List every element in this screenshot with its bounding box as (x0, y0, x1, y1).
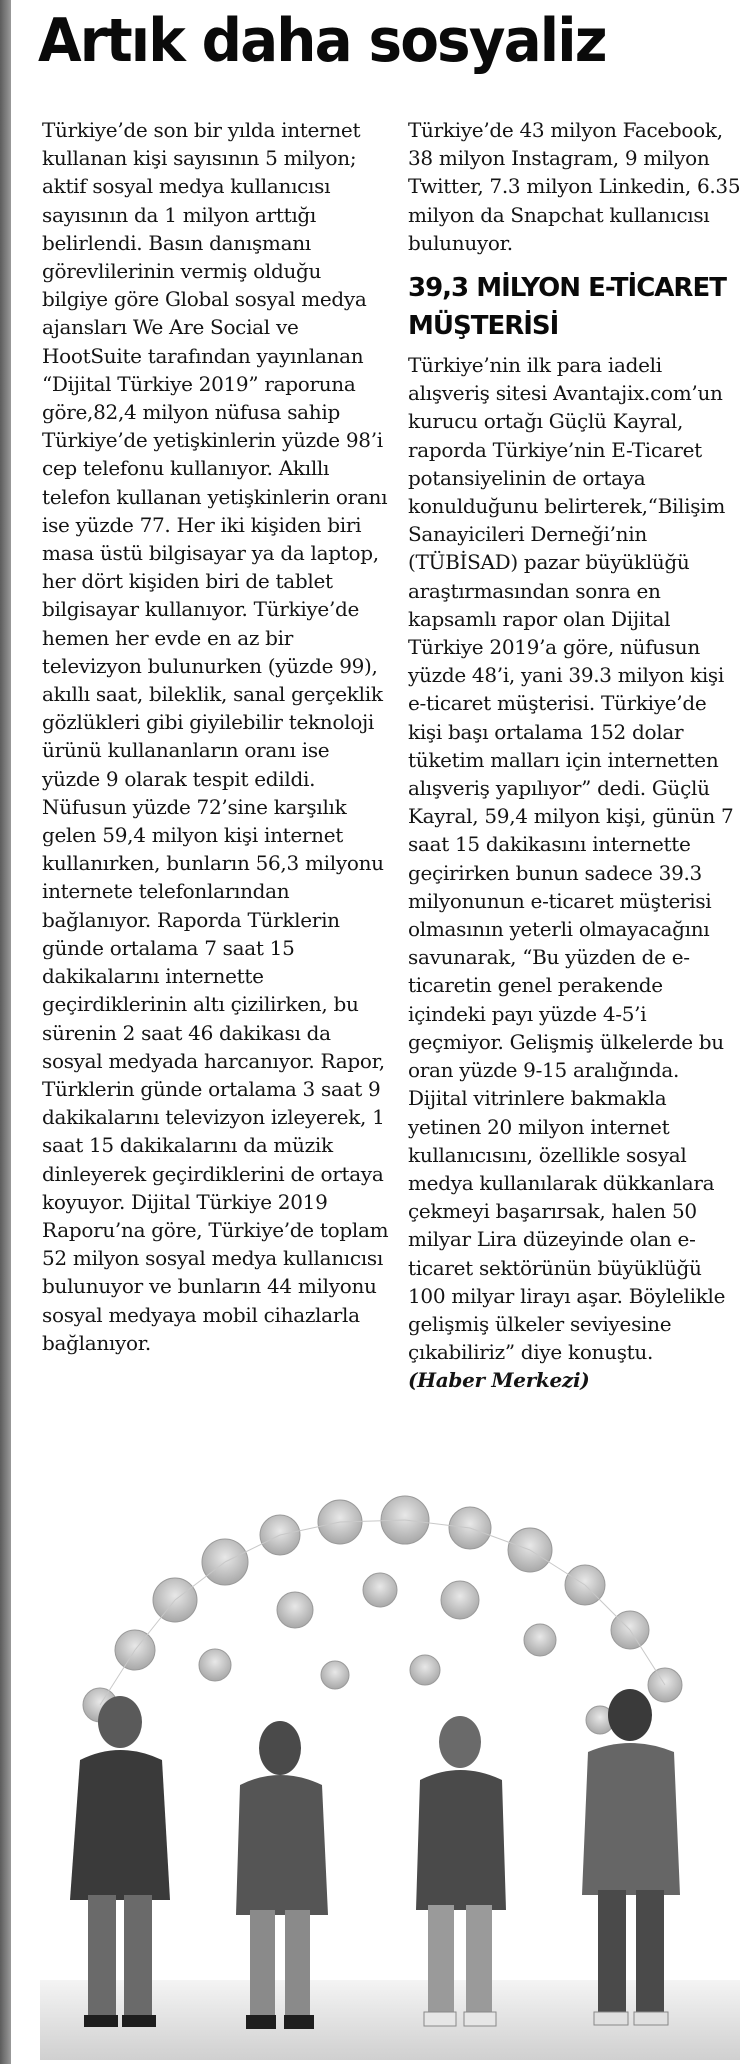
right-column-intro: Türkiye’de 43 milyon Facebook, 38 milyon Instagram, 9 milyon Twitter, 7.3 milyon Linkedin, 6.35 milyon da Snapchat kullanıcısı bulunuyor. (408, 118, 741, 255)
left-text-column (42, 116, 390, 1357)
section-subheading: 39,3 MİLYON E-TİCARET MÜŞTERİSİ (408, 273, 726, 342)
social-icon (524, 1624, 556, 1656)
social-icon (363, 1573, 397, 1607)
left-column-rule (0, 0, 11, 2064)
byline: (Haber Merkezi) (408, 1368, 590, 1393)
article-headline: Artık daha sosyaliz (38, 6, 606, 76)
social-icon (441, 1581, 479, 1619)
right-column-body: Türkiye’nin ilk para iadeli alışveriş sitesi Avantajix.com’un kurucu ortağı Güçlü Kayral, raporda Türkiye’nin E-Ticaret potansiyelinin de ortaya konulduğunu belirterek,“Bilişim Sanayicileri Derneği’nin (TÜBİSAD) pazar büyüklüğü araştırmasından sonra en kapsamlı rapor olan Dijital Türkiye 2019’a göre, nüfusun yüzde 48’i, yani 39.3 milyon kişi e-ticaret müşterisi. Türkiye’de kişi başı ortalama 152 dolar tüketim malları için internetten alışveriş yapılıyor” dedi. Güçlü Kayral, 59,4 milyon kişi, günün 7 saat 15 dakikasını internette geçirirken bunun sadece 39.3 milyonunun e-ticaret müşterisi olmasının yeterli olmayacağını savunarak, “Bu yüzden de e-ticaretin genel perakende içindeki payı yüzde 4-5’i geçmiyor. Gelişmiş ülkelerde bu oran yüzde 9-15 aralığında. Dijital vitrinlere bakmakla yetinen 20 milyon internet kullanıcısını, özellikle sosyal medya kullanılarak dükkanlara çekmeyi başarırsak, halen 50 milyar Lira düzeyinde olan e-ticaret sektörünün büyüklüğü 100 milyar lirayı aşar. Böylelikle gelişmiş ülkeler seviyesine çıkabiliriz” diye konuştu. (408, 353, 734, 1365)
social-icon (321, 1661, 349, 1689)
right-text-column (408, 116, 741, 1395)
left-column-paragraph: Türkiye’de son bir yılda internet kullanan kişi sayısının 5 milyon; aktif sosyal medya kullanıcısı sayısının da 1 milyon arttığı belirlendi. Basın danışmanı görevlilerinin vermiş olduğu bilgiye göre Global sosyal medya ajansları We Are Social ve HootSuite tarafından yayınlanan “Dijital Türkiye 2019” raporuna göre,82,4 milyon nüfusa sahip Türkiye’de yetişkinlerin yüzde 98’i cep telefonu kullanıyor. Akıllı telefon kullanan yetişkinlerin oranı ise yüzde 77. Her iki kişiden biri masa üstü bilgisayar ya da laptop, her dört kişiden biri de tablet bilgisayar kullanıyor. Türkiye’de hemen her evde en az bir televizyon bulunurken (yüzde 99), akıllı saat, bileklik, sanal gerçeklik gözlükleri gibi giyilebilir teknoloji ürünü kullananların oranı ise yüzde 9 olarak tespit edildi. Nüfusun yüzde 72’sine karşılık gelen 59,4 milyon kişi internet kullanırken, bunların 56,3 milyonu internete telefonlarından bağlanıyor. Raporda Türklerin günde ortalama 7 saat 15 dakikalarını internette geçirdiklerinin altı çizilirken, bu sürenin 2 saat 46 dakikası da sosyal medyada harcanıyor. Rapor, Türklerin günde ortalama 3 saat 9 dakikalarını televizyon izleyerek, 1 saat 15 dakikalarını da müzik dinleyerek geçirdiklerini de ortaya koyuyor. Dijital Türkiye 2019 Raporu’na göre, Türkiye’de toplam 52 milyon sosyal medya kullanıcısı bulunuyor ve bunların 44 milyonu sosyal medyaya mobil cihazlarla bağlanıyor. (42, 118, 389, 1355)
social-icon (410, 1655, 440, 1685)
social-icon (277, 1592, 313, 1628)
article-photo (40, 1490, 740, 2060)
social-icon (199, 1649, 231, 1681)
